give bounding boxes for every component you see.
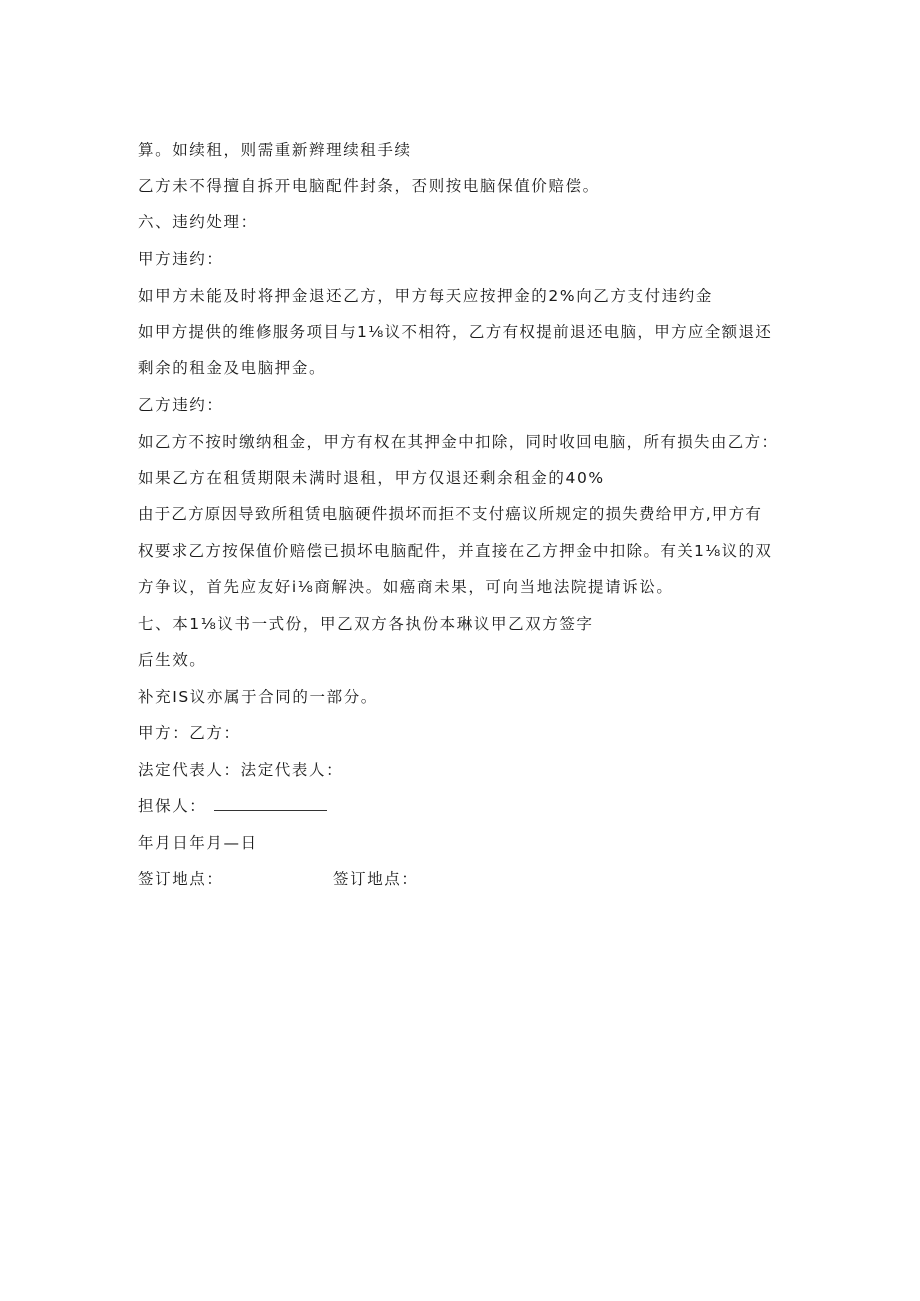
text-line: 由于乙方原因导致所租赁电脑硬件损坏而拒不支付癌议所规定的损失费给甲方,甲方有 <box>138 505 763 523</box>
text-line: 权要求乙方按保值价赔偿已损坏电脑配件，并直接在乙方押金中扣除。有关1⅛议的双 <box>138 542 773 560</box>
subheading-party-b-breach: 乙方违约： <box>138 396 224 414</box>
text-line: 如甲方提供的维修服务项目与1⅛议不相符，乙方有权提前退还电脑，甲方应全额退还 <box>138 323 773 341</box>
legal-representative-labels: 法定代表人：法定代表人： <box>138 761 344 779</box>
guarantor-line <box>138 796 327 816</box>
sign-place-line <box>138 869 419 889</box>
guarantor-blank <box>214 796 327 811</box>
text-line: 剩余的租金及电脑押金。 <box>138 359 327 377</box>
text-line: 乙方未不得擅自拆开电脑配件封条，否则按电脑保值价赔偿。 <box>138 177 600 195</box>
text-line: 方争议，首先应友好i⅛商解泱。如癌商未果，可向当地法院提请诉讼。 <box>138 578 674 596</box>
text-line: 后生效。 <box>138 651 207 669</box>
sign-place-left: 签订地点： <box>138 870 224 888</box>
text-line: 如乙方不按时缴纳租金，甲方有权在其押金中扣除，同时收回电脑，所有损失由乙方： <box>138 433 779 451</box>
text-line: 如甲方未能及时将押金退还乙方，甲方每天应按押金的2%向乙方支付违约金 <box>138 287 713 305</box>
section-heading-copies: 七、本1⅛议书一式份，甲乙双方各执份本琳议甲乙双方签字 <box>138 615 594 633</box>
section-heading-breach: 六、违约处理： <box>138 213 258 231</box>
subheading-party-a-breach: 甲方违约： <box>138 250 224 268</box>
text-line: 补充IS议亦属于合同的一部分。 <box>138 688 378 706</box>
guarantor-label: 担保人： <box>138 797 207 815</box>
sign-place-right: 签订地点： <box>333 870 419 888</box>
date-line: 年月日年月—日 <box>138 834 258 852</box>
party-labels: 甲方：乙方： <box>138 724 241 742</box>
text-line: 算。如续租，则需重新辫理续租手续 <box>138 141 412 159</box>
text-line: 如果乙方在租赁期限未满时退租，甲方仅退还剩余租金的40% <box>138 469 605 487</box>
